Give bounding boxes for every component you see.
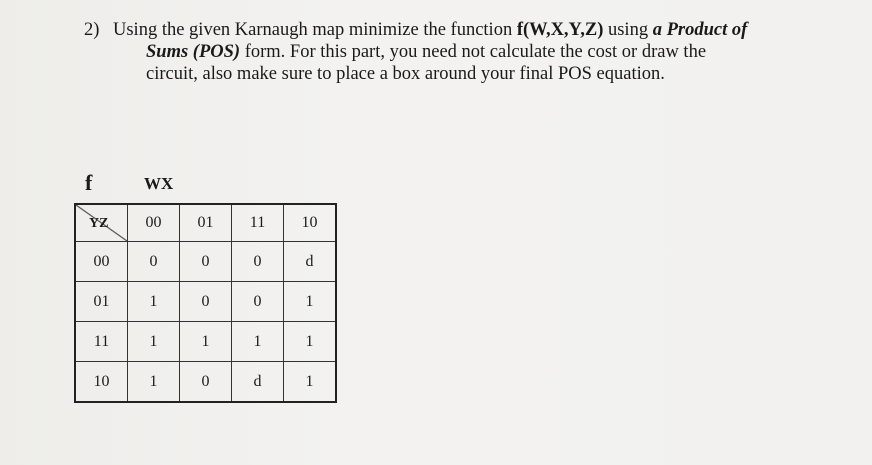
kmap-row <box>75 362 336 403</box>
kmap-cell: 0 <box>232 242 284 282</box>
kmap-cell: d <box>284 242 337 282</box>
function-label: f <box>85 170 93 195</box>
kmap-row <box>75 282 336 322</box>
kmap-cell: 0 <box>232 282 284 322</box>
row-header: 11 <box>75 322 128 362</box>
row-variable-label: YZ <box>89 216 109 231</box>
kmap-row <box>75 322 336 362</box>
question-line-2 <box>146 42 706 63</box>
kmap-cell: 1 <box>284 322 337 362</box>
question-line-2-text: form. For this part, you need not calculate the cost or draw the <box>240 42 707 62</box>
row-header: 00 <box>75 242 128 282</box>
question-number: 2) <box>84 20 100 40</box>
pos-phrase-start: a Product of <box>652 20 748 40</box>
column-header: 10 <box>284 204 337 242</box>
question-line-1 <box>113 20 747 41</box>
kmap-cell: 1 <box>232 322 284 362</box>
question-line-1-text: Using the given Karnaugh map minimize the function <box>113 20 517 40</box>
kmap-cell: 0 <box>180 282 232 322</box>
column-header: 11 <box>232 204 284 242</box>
row-header: 01 <box>75 282 128 322</box>
kmap-cell: 0 <box>180 362 232 403</box>
question-line-3: circuit, also make sure to place a box around your final POS equation. <box>146 64 665 84</box>
kmap-cell: 1 <box>284 282 337 322</box>
function-name: f(W,X,Y,Z) <box>516 20 604 40</box>
column-header: 01 <box>180 204 232 242</box>
kmap-cell: 1 <box>284 362 337 403</box>
column-variable-label: WX <box>144 174 174 193</box>
kmap-header-row <box>75 204 336 242</box>
kmap-cell: 0 <box>180 242 232 282</box>
kmap-cell: 1 <box>128 282 180 322</box>
question-line-1-mid: using <box>603 20 653 40</box>
pos-phrase-end: Sums (POS) <box>146 42 241 62</box>
kmap-cell: 1 <box>128 322 180 362</box>
kmap-row <box>75 242 336 282</box>
row-header: 10 <box>75 362 128 403</box>
kmap-cell: 1 <box>180 322 232 362</box>
kmap-corner-cell <box>75 204 128 242</box>
karnaugh-map <box>74 203 337 403</box>
kmap-cell: 1 <box>128 362 180 403</box>
kmap-cell: d <box>232 362 284 403</box>
kmap-cell: 0 <box>128 242 180 282</box>
column-header: 00 <box>128 204 180 242</box>
